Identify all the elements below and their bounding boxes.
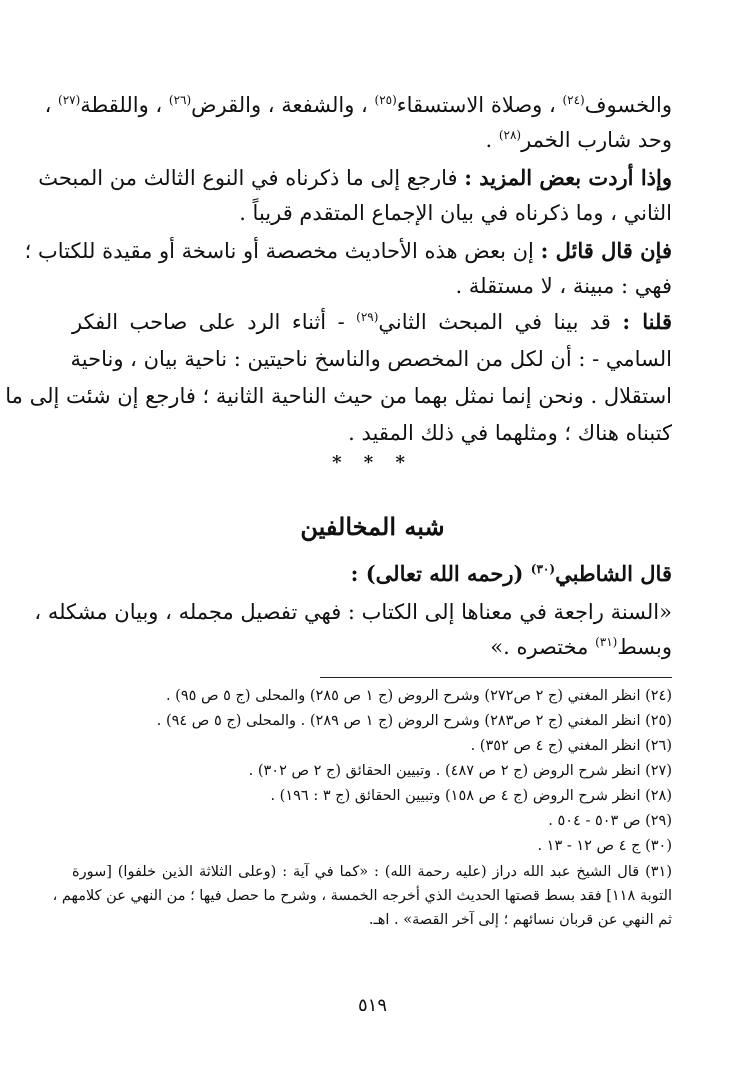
lead-in-bold: قلنا : <box>622 309 672 334</box>
section-divider: * * * <box>332 452 413 473</box>
lead-in-bold: فإن قال قائل : <box>540 238 672 263</box>
footnote-ref[interactable]: (٣٠) <box>530 562 556 576</box>
text-run: وبسط <box>617 635 672 659</box>
quote-line: «السنة راجعة في معناها إلى الكتاب : فهي تفصيل مجمله ، وبيان مشكله ، <box>34 600 672 624</box>
footnote: (٢٧) انظر شرح الروض (ج ٢ ص ٤٨٧) . وتبيين الحقائق (ج ٢ ص ٣٠٢) . <box>248 763 672 779</box>
text-run: فارجع إلى ما ذكرناه في النوع الثالث من المبحث <box>38 166 465 190</box>
paragraph-line <box>38 163 672 193</box>
paragraph-line: استقلال . ونحن إنما نمثل بهما من حيث الناحية الثانية ؛ فارجع إن شئت إلى ما <box>5 384 672 408</box>
footnote: (٢٩) ص ٥٠٣ - ٥٠٤ . <box>548 813 672 829</box>
text-run: - أثناء الرد على صاحب الفكر <box>72 310 357 334</box>
text-run: مختصره .» <box>490 635 596 659</box>
paragraph-line <box>72 307 672 337</box>
footnote-ref[interactable]: (٢٨) <box>498 128 522 142</box>
text-run: إن بعض هذه الأحاديث مخصصة أو ناسخة أو مقيدة للكتاب ؛ <box>24 239 541 263</box>
paragraph-line: فهي : مبينة ، لا مستقلة . <box>455 274 672 298</box>
text-run: ، واللقطة <box>80 93 169 117</box>
quote-intro <box>72 559 672 589</box>
page-number: ٥١٩ <box>357 995 387 1016</box>
footnote-separator <box>320 677 672 678</box>
text-run: ، وصلاة الاستسقاء <box>396 93 563 117</box>
footnote-ref[interactable]: (٢٩) <box>356 310 379 324</box>
paragraph-line <box>24 236 672 266</box>
footnote-continuation: التوبة ١١٨] فقد بسط قصتها الحديث الذي أخرجه الخمسة ، وشرح ما حصل فيها ؛ من النهي عن كلامهم ، <box>52 888 672 904</box>
footnote-ref[interactable]: (٢٦) <box>168 93 192 107</box>
paragraph-line: السامي - : أن لكل من المخصص والناسخ ناحيتين : ناحية بيان ، وناحية <box>70 347 672 371</box>
footnote: (٢٥) انظر المغني (ج ٢ ص٢٨٣) وشرح الروض (ج ١ ص ٢٨٩) . والمحلى (ج ٥ ص ٩٤) . <box>156 713 672 729</box>
paragraph-line: الثاني ، وما ذكرناه في بيان الإجماع المتقدم قريباً . <box>239 201 672 225</box>
text-run: والخسوف <box>584 93 672 117</box>
text-run: ، <box>44 93 59 117</box>
text-run: وحد شارب الخمر <box>521 128 672 152</box>
text-run: قال الشاطبي <box>555 561 672 586</box>
paragraph-line <box>44 90 672 120</box>
footnote: (٢٨) انظر شرح الروض (ج ٤ ص ١٥٨) وتبيين الحقائق (ج ٣ : ١٩٦) . <box>270 788 672 804</box>
text-run: (رحمه الله تعالى) : <box>350 561 531 586</box>
footnote-ref[interactable]: (٢٤) <box>562 93 585 107</box>
footnote: (٣١) قال الشيخ عبد الله دراز (عليه رحمة الله) : «كما في آية : (وعلى الثلاثة الذين خلفوا) [سورة <box>72 864 672 880</box>
footnote-ref[interactable]: (٢٧) <box>58 93 81 107</box>
text-run: قد بينا في المبحث الثاني <box>378 310 623 334</box>
footnote: (٢٤) انظر المغني (ج ٢ ص٢٧٢) وشرح الروض (ج ١ ص ٢٨٥) والمحلى (ج ٥ ص ٩٥) . <box>165 688 672 704</box>
text-run: ، والشفعة ، والقرض <box>191 93 375 117</box>
quote-line <box>72 632 672 662</box>
footnote: (٢٦) انظر المغني (ج ٤ ص ٣٥٢) . <box>470 738 672 754</box>
footnote-ref[interactable]: (٣١) <box>595 635 618 649</box>
footnote-continuation: ثم النهي عن قربان نسائهم ؛ إلى آخر القصة» . اهـ. <box>368 912 672 928</box>
paragraph-line: كتبناه هناك ؛ ومثلهما في ذلك المقيد . <box>348 421 672 445</box>
footnote: (٣٠) ج ٤ ص ١٢ - ١٣ . <box>537 838 672 854</box>
footnote-ref[interactable]: (٢٥) <box>374 93 397 107</box>
paragraph-line <box>72 125 672 155</box>
lead-in-bold: وإذا أردت بعض المزيد : <box>464 165 672 190</box>
text-run: . <box>485 128 499 152</box>
section-heading: شبه المخالفين <box>300 512 445 541</box>
